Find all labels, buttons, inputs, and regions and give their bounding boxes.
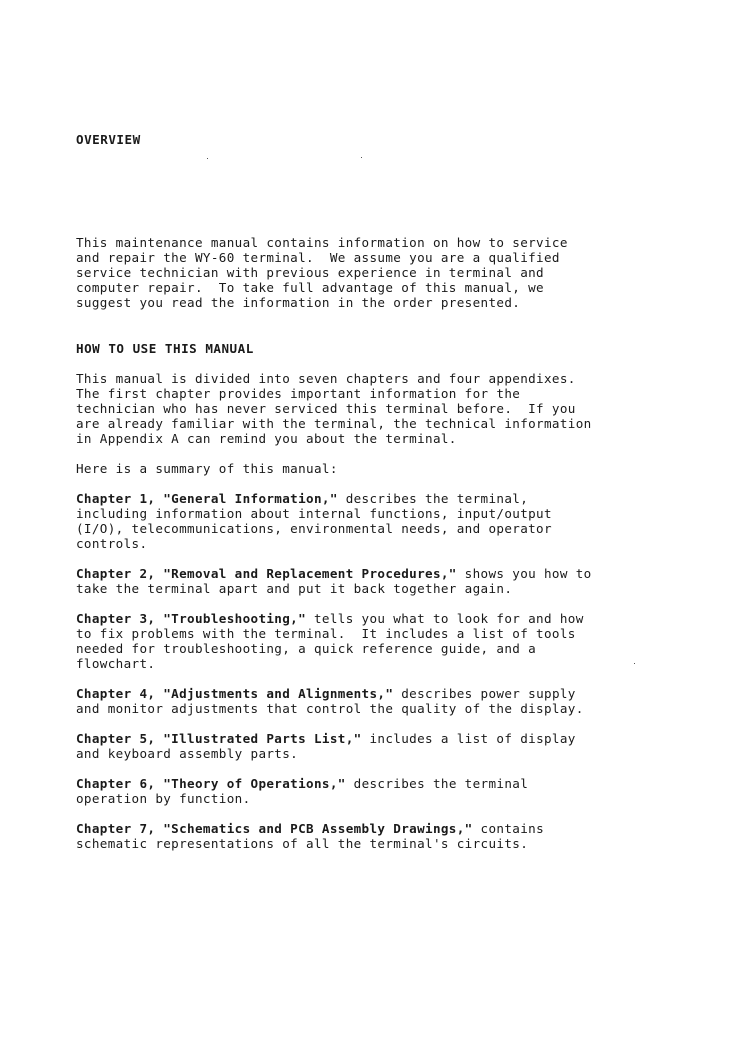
chapter-line: controls.	[76, 536, 148, 552]
intro-line: and repair the WY-60 terminal. We assume you are a qualified	[76, 250, 560, 266]
scan-speck	[207, 158, 208, 159]
chapter-line: and keyboard assembly parts.	[76, 746, 299, 762]
chapter-first-line	[76, 686, 584, 701]
summary-intro: Here is a summary of this manual:	[76, 461, 338, 476]
chapter-title: Chapter 7, "Schematics and PCB Assembly Drawings,"	[76, 821, 473, 836]
scan-speck	[361, 157, 362, 158]
chapter-description: contains	[472, 821, 544, 836]
howto-line: are already familiar with the terminal, the technical information	[76, 416, 592, 432]
chapter-line: and monitor adjustments that control the quality of the display.	[76, 701, 584, 717]
chapter-line: flowchart.	[76, 656, 156, 672]
chapter-line: take the terminal apart and put it back together again.	[76, 581, 513, 597]
intro-line: computer repair. To take full advantage of this manual, we	[76, 280, 544, 296]
intro-paragraph	[76, 235, 568, 310]
chapter-first-line	[76, 731, 576, 746]
howto-line: The first chapter provides important information for the	[76, 386, 521, 402]
chapter-title: Chapter 5, "Illustrated Parts List,"	[76, 731, 362, 746]
intro-line: This maintenance manual contains information on how to service	[76, 235, 568, 250]
chapter-1-entry	[76, 491, 552, 551]
scan-speck	[634, 663, 635, 664]
chapter-line: needed for troubleshooting, a quick reference guide, and a	[76, 641, 537, 657]
chapter-line: to fix problems with the terminal. It includes a list of tools	[76, 626, 576, 642]
chapter-5-entry	[76, 731, 576, 761]
intro-line: service technician with previous experience in terminal and	[76, 265, 544, 281]
chapter-description: describes the terminal	[345, 776, 529, 791]
chapter-line: operation by function.	[76, 791, 251, 807]
chapter-title: Chapter 2, "Removal and Replacement Procedures,"	[76, 566, 457, 581]
chapter-title: Chapter 1, "General Information,"	[76, 491, 338, 506]
chapter-description: describes power supply	[393, 686, 576, 701]
chapter-4-entry	[76, 686, 584, 716]
chapter-description: tells you what to look for and how	[306, 611, 584, 626]
chapter-2-entry	[76, 566, 592, 596]
chapter-title: Chapter 4, "Adjustments and Alignments,"	[76, 686, 394, 701]
chapter-first-line	[76, 566, 592, 581]
chapter-first-line	[76, 611, 584, 626]
chapter-description: shows you how to	[456, 566, 592, 581]
howto-line: This manual is divided into seven chapters and four appendixes.	[76, 371, 576, 386]
chapter-3-entry	[76, 611, 584, 671]
chapter-title: Chapter 6, "Theory of Operations,"	[76, 776, 346, 791]
chapter-first-line	[76, 776, 528, 791]
chapter-description: includes a list of display	[361, 731, 576, 746]
chapter-line: schematic representations of all the terminal's circuits.	[76, 836, 529, 852]
howto-line: technician who has never serviced this terminal before. If you	[76, 401, 576, 417]
chapter-first-line	[76, 821, 544, 836]
intro-line: suggest you read the information in the order presented.	[76, 295, 521, 311]
chapter-title: Chapter 3, "Troubleshooting,"	[76, 611, 307, 626]
chapter-first-line	[76, 491, 552, 506]
chapter-line: (I/O), telecommunications, environmental needs, and operator	[76, 521, 552, 537]
chapter-description: describes the terminal,	[337, 491, 529, 506]
howto-paragraph	[76, 371, 592, 446]
chapter-6-entry	[76, 776, 528, 806]
chapter-line: including information about internal functions, input/output	[76, 506, 552, 522]
howto-line: in Appendix A can remind you about the terminal.	[76, 431, 457, 447]
chapter-7-entry	[76, 821, 544, 851]
overview-heading: OVERVIEW	[76, 132, 141, 147]
howto-heading: HOW TO USE THIS MANUAL	[76, 341, 254, 356]
